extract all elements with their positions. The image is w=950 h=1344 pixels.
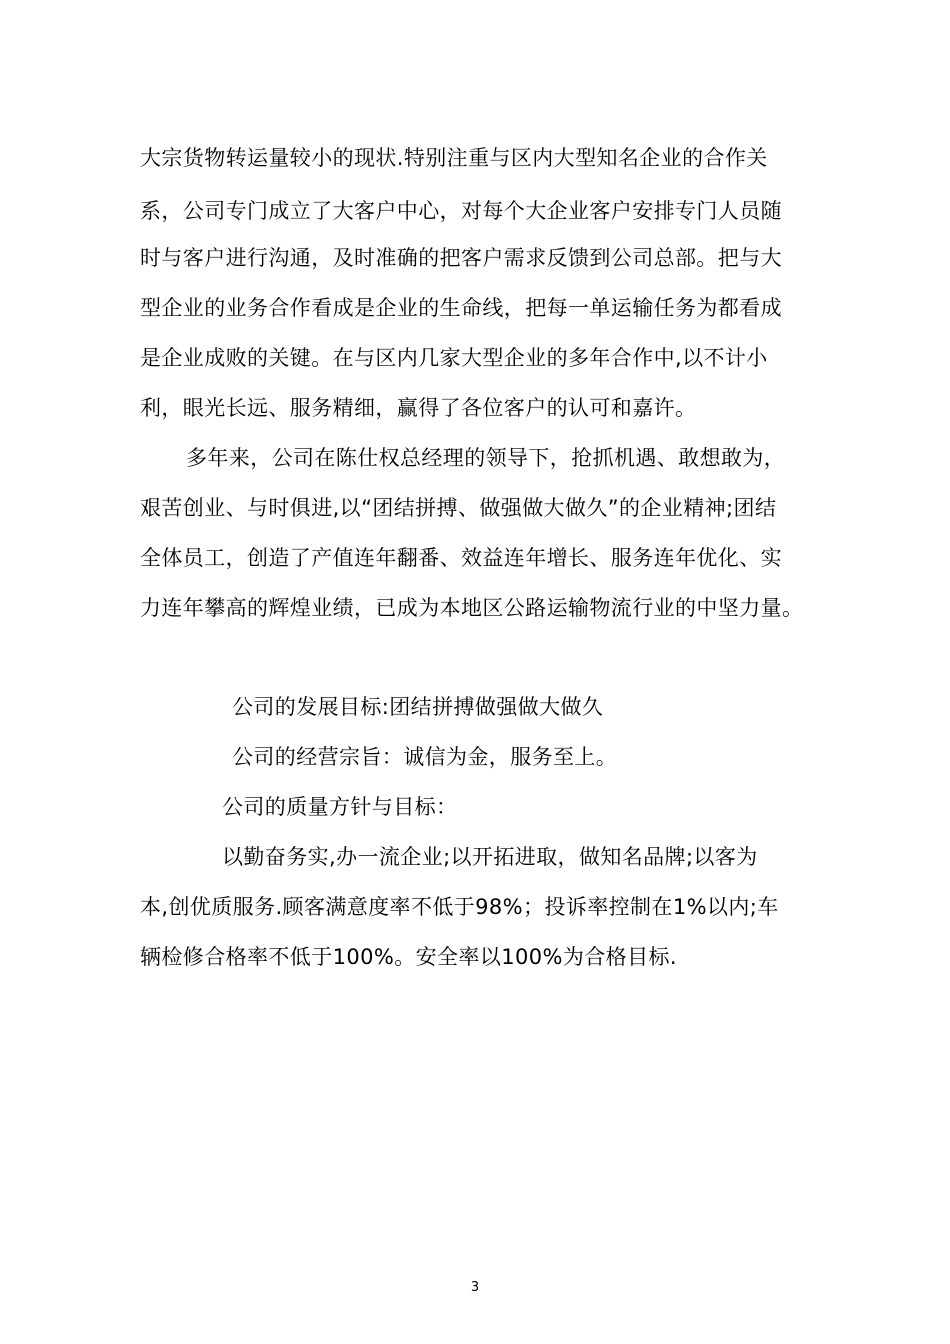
page-number: 3 bbox=[470, 1280, 480, 1295]
paragraph-1-line-4: 型企业的业务合作看成是企业的生命线，把每一单运输任务为都看成 bbox=[140, 296, 782, 320]
development-goal: 公司的发展目标:团结拼搏做强做大做久 bbox=[232, 695, 604, 719]
paragraph-2-line-3: 全体员工，创造了产值连年翻番、效益连年增长、服务连年优化、实 bbox=[140, 546, 782, 570]
quality-policy-line-3: 辆检修合格率不低于100%。安全率以100%为合格目标. bbox=[140, 945, 677, 969]
quality-policy-heading: 公司的质量方针与目标： bbox=[222, 795, 458, 819]
paragraph-2-line-4: 力连年攀高的辉煌业绩，已成为本地区公路运输物流行业的中坚力量。 bbox=[140, 596, 804, 620]
paragraph-1-line-3: 时与客户进行沟通，及时准确的把客户需求反馈到公司总部。把与大 bbox=[140, 246, 782, 270]
quality-policy-line-2: 本,创优质服务.顾客满意度率不低于98%；投诉率控制在1%以内;车 bbox=[140, 895, 779, 919]
business-tenet: 公司的经营宗旨：诚信为金，服务至上。 bbox=[232, 745, 618, 769]
paragraph-1-line-6: 利，眼光长远、服务精细，赢得了各位客户的认可和嘉许。 bbox=[140, 396, 697, 420]
paragraph-2-line-2: 艰苦创业、与时俱进,以“团结拼搏、做强做大做久”的企业精神;团结 bbox=[140, 496, 777, 520]
paragraph-1-line-2: 系，公司专门成立了大客户中心，对每个大企业客户安排专门人员随 bbox=[140, 199, 782, 223]
paragraph-1-line-1: 大宗货物转运量较小的现状.特别注重与区内大型知名企业的合作关 bbox=[140, 146, 768, 170]
paragraph-2-line-1: 多年来，公司在陈仕权总经理的领导下，抢抓机遇、敢想敢为， bbox=[186, 446, 786, 470]
quality-policy-line-1: 以勤奋务实,办一流企业;以开拓进取，做知名品牌;以客为 bbox=[222, 845, 758, 869]
paragraph-1-line-5: 是企业成败的关键。在与区内几家大型企业的多年合作中,以不计小 bbox=[140, 346, 768, 370]
